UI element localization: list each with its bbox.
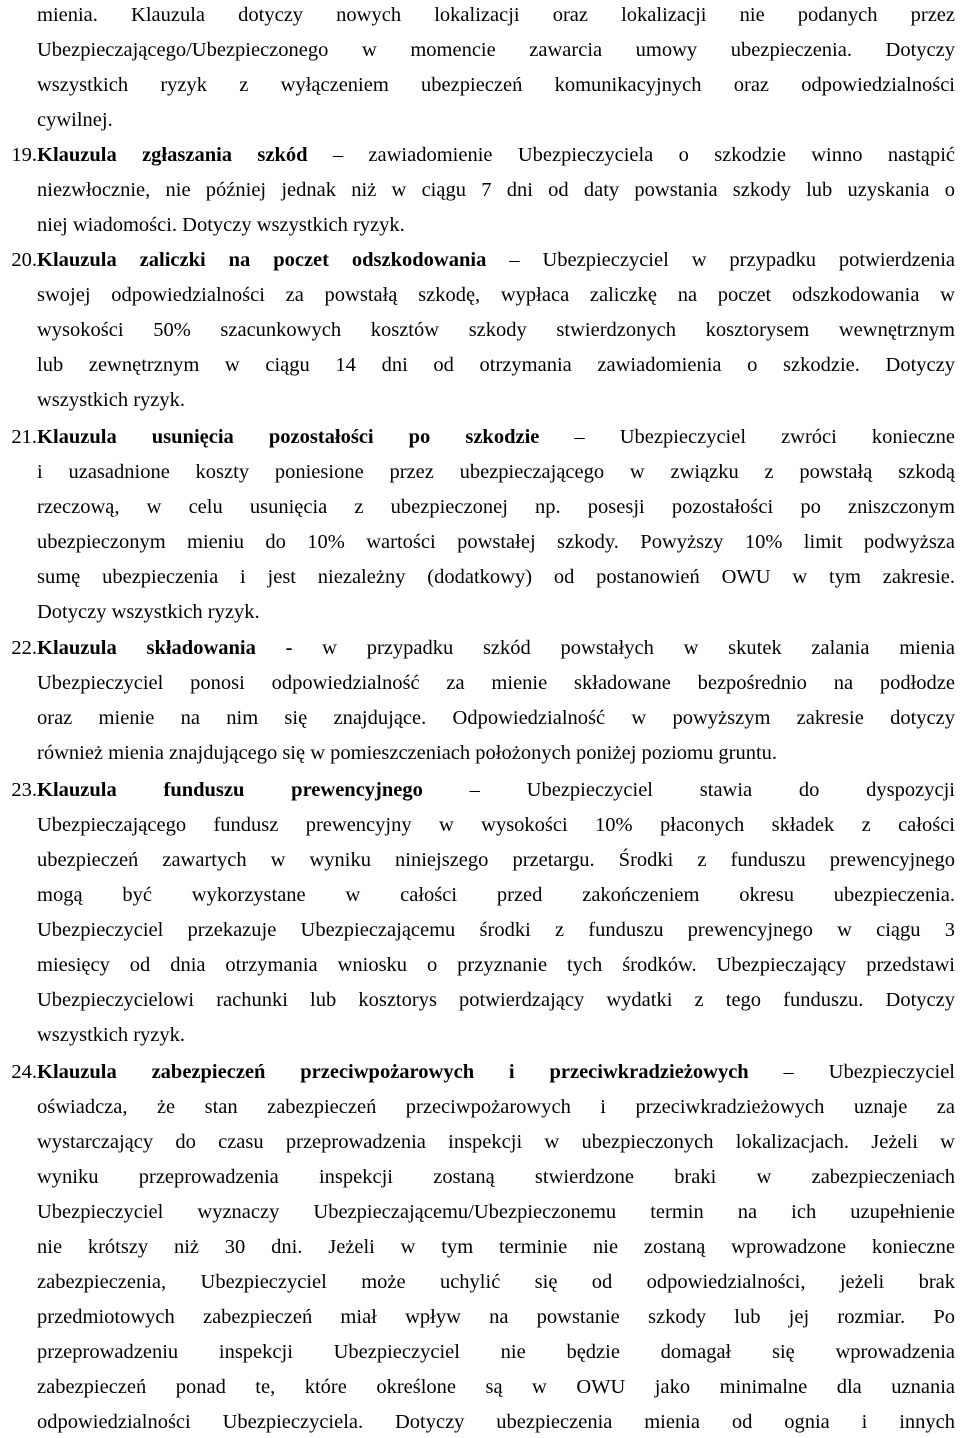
clause-24-number: 24. bbox=[11, 1061, 37, 1083]
clause-19-first-line bbox=[37, 140, 955, 170]
clause-24-line-9: przeprowadzeniu inspekcji Ubezpieczyciel nie będzie domagał się wprowadzenia bbox=[37, 1341, 955, 1363]
clause-22-line-3: oraz mienie na nim się znajdujące. Odpowiedzialność w powyższym zakresie dotyczy bbox=[37, 707, 955, 729]
clause-22-first-rest: w przypadku szkód powstałych w skutek zalania mienia bbox=[292, 637, 955, 659]
clause-19-line-2: niezwłocznie, nie później jednak niż w ciągu 7 dni od daty powstania szkody lub uzyskania o bbox=[37, 179, 955, 201]
clause-21-line-3: rzeczową, w celu usunięcia z ubezpieczonej np. posesji pozostałości po zniszczonym bbox=[37, 496, 955, 518]
clause-22-first-line bbox=[37, 633, 955, 663]
clause-22-number: 22. bbox=[11, 637, 37, 659]
clause-23-number: 23. bbox=[11, 779, 37, 801]
intro-line-2: Ubezpieczającego/Ubezpieczonego w momencie zawarcia umowy ubezpieczenia. Dotyczy bbox=[37, 39, 955, 61]
clause-23-first-line bbox=[37, 775, 955, 805]
clause-23-line-7: Ubezpieczycielowi rachunki lub kosztorys potwierdzający wydatki z tego funduszu. Dotyczy bbox=[37, 989, 955, 1011]
clause-23-line-3: ubezpieczeń zawartych w wyniku niniejszego przetargu. Środki z funduszu prewencyjnego bbox=[37, 849, 955, 871]
clause-22-line-4: również mienia znajdującego się w pomieszczeniach położonych poniżej poziomu gruntu. bbox=[37, 742, 778, 764]
clause-19-title: Klauzula zgłaszania szkód bbox=[37, 144, 308, 166]
clause-24-first-rest: – Ubezpieczyciel bbox=[748, 1061, 955, 1083]
clause-23-line-5: Ubezpieczyciel przekazuje Ubezpieczającemu środki z funduszu prewencyjnego w ciągu 3 bbox=[37, 919, 955, 941]
clause-19-line-3: niej wiadomości. Dotyczy wszystkich ryzyk. bbox=[37, 214, 405, 236]
clause-24-line-8: przedmiotowych zabezpieczeń miał wpływ na powstanie szkody lub jej rozmiar. Po bbox=[37, 1306, 955, 1328]
clause-20-first-rest: – Ubezpieczyciel w przypadku potwierdzenia bbox=[486, 249, 955, 271]
intro-line-4: cywilnej. bbox=[37, 109, 113, 131]
clause-24-line-6: nie krótszy niż 30 dni. Jeżeli w tym terminie nie zostaną wprowadzone konieczne bbox=[37, 1236, 955, 1258]
clause-21-number: 21. bbox=[11, 426, 37, 448]
clause-24-line-3: wystarczający do czasu przeprowadzenia inspekcji w ubezpieczonych lokalizacjach. Jeżeli w bbox=[37, 1131, 955, 1153]
clause-20-first-line bbox=[37, 245, 955, 275]
clause-19-first-rest: – zawiadomienie Ubezpieczyciela o szkodzie winno nastąpić bbox=[307, 144, 955, 166]
intro-line-1: mienia. Klauzula dotyczy nowych lokalizacji oraz lokalizacji nie podanych przez bbox=[37, 4, 955, 26]
clause-21-line-5: sumę ubezpieczenia i jest niezależny (dodatkowy) od postanowień OWU w tym zakresie. bbox=[37, 566, 955, 588]
clause-20-line-2: swojej odpowiedzialności za powstałą szkodę, wypłaca zaliczkę na poczet odszkodowania w bbox=[37, 284, 955, 306]
clause-21-title: Klauzula usunięcia pozostałości po szkodzie bbox=[37, 426, 540, 448]
clause-21-line-6: Dotyczy wszystkich ryzyk. bbox=[37, 601, 260, 623]
clause-23-line-2: Ubezpieczającego fundusz prewencyjny w wysokości 10% płaconych składek z całości bbox=[37, 814, 955, 836]
clause-21-first-rest: – Ubezpieczyciel zwróci konieczne bbox=[539, 426, 955, 448]
clause-23-line-6: miesięcy od dnia otrzymania wniosku o przyznanie tych środków. Ubezpieczający przedstawi bbox=[37, 954, 955, 976]
clause-20-line-3: wysokości 50% szacunkowych kosztów szkody stwierdzonych kosztorysem wewnętrznym bbox=[37, 319, 955, 341]
clause-24-first-line bbox=[37, 1057, 955, 1087]
clause-23-title: Klauzula funduszu prewencyjnego bbox=[37, 779, 423, 801]
clause-24-line-10: zabezpieczeń ponad te, które określone są w OWU jako minimalne dla uznania bbox=[37, 1376, 955, 1398]
clause-24-line-5: Ubezpieczyciel wyznaczy Ubezpieczającemu/Ubezpieczonemu termin na ich uzupełnienie bbox=[37, 1201, 955, 1223]
clause-21-first-line bbox=[37, 422, 955, 452]
clause-20-line-4: lub zewnętrznym w ciągu 14 dni od otrzymania zawiadomienia o szkodzie. Dotyczy bbox=[37, 354, 955, 376]
clause-23-first-rest: – Ubezpieczyciel stawia do dyspozycji bbox=[422, 779, 955, 801]
clause-21-line-4: ubezpieczonym mieniu do 10% wartości powstałej szkody. Powyższy 10% limit podwyższa bbox=[37, 531, 955, 553]
intro-line-3: wszystkich ryzyk z wyłączeniem ubezpieczeń komunikacyjnych oraz odpowiedzialności bbox=[37, 74, 955, 96]
clause-19-number: 19. bbox=[11, 144, 37, 166]
clause-23-line-8: wszystkich ryzyk. bbox=[37, 1024, 186, 1046]
clause-24-line-2: oświadcza, że stan zabezpieczeń przeciwpożarowych i przeciwkradzieżowych uznaje za bbox=[37, 1096, 955, 1118]
clause-22-line-2: Ubezpieczyciel ponosi odpowiedzialność za mienie składowane bezpośrednio na podłodze bbox=[37, 672, 955, 694]
clause-24-line-4: wyniku przeprowadzenia inspekcji zostaną stwierdzone braki w zabezpieczeniach bbox=[37, 1166, 955, 1188]
clause-24-title: Klauzula zabezpieczeń przeciwpożarowych i przeciwkradzieżowych bbox=[37, 1061, 749, 1083]
clause-24-line-7: zabezpieczenia, Ubezpieczyciel może uchylić się od odpowiedzialności, jeżeli brak bbox=[37, 1271, 955, 1293]
clause-23-line-4: mogą być wykorzystane w całości przed zakończeniem okresu ubezpieczenia. bbox=[37, 884, 955, 906]
clause-20-line-5: wszystkich ryzyk. bbox=[37, 389, 186, 411]
clause-22-title: Klauzula składowania - bbox=[37, 637, 293, 659]
clause-20-number: 20. bbox=[11, 249, 37, 271]
clause-20-title: Klauzula zaliczki na poczet odszkodowania bbox=[37, 249, 487, 271]
clause-21-line-2: i uzasadnione koszty poniesione przez ubezpieczającego w związku z powstałą szkodą bbox=[37, 461, 955, 483]
clause-24-line-11: odpowiedzialności Ubezpieczyciela. Dotyczy ubezpieczenia mienia od ognia i innych bbox=[37, 1411, 955, 1433]
